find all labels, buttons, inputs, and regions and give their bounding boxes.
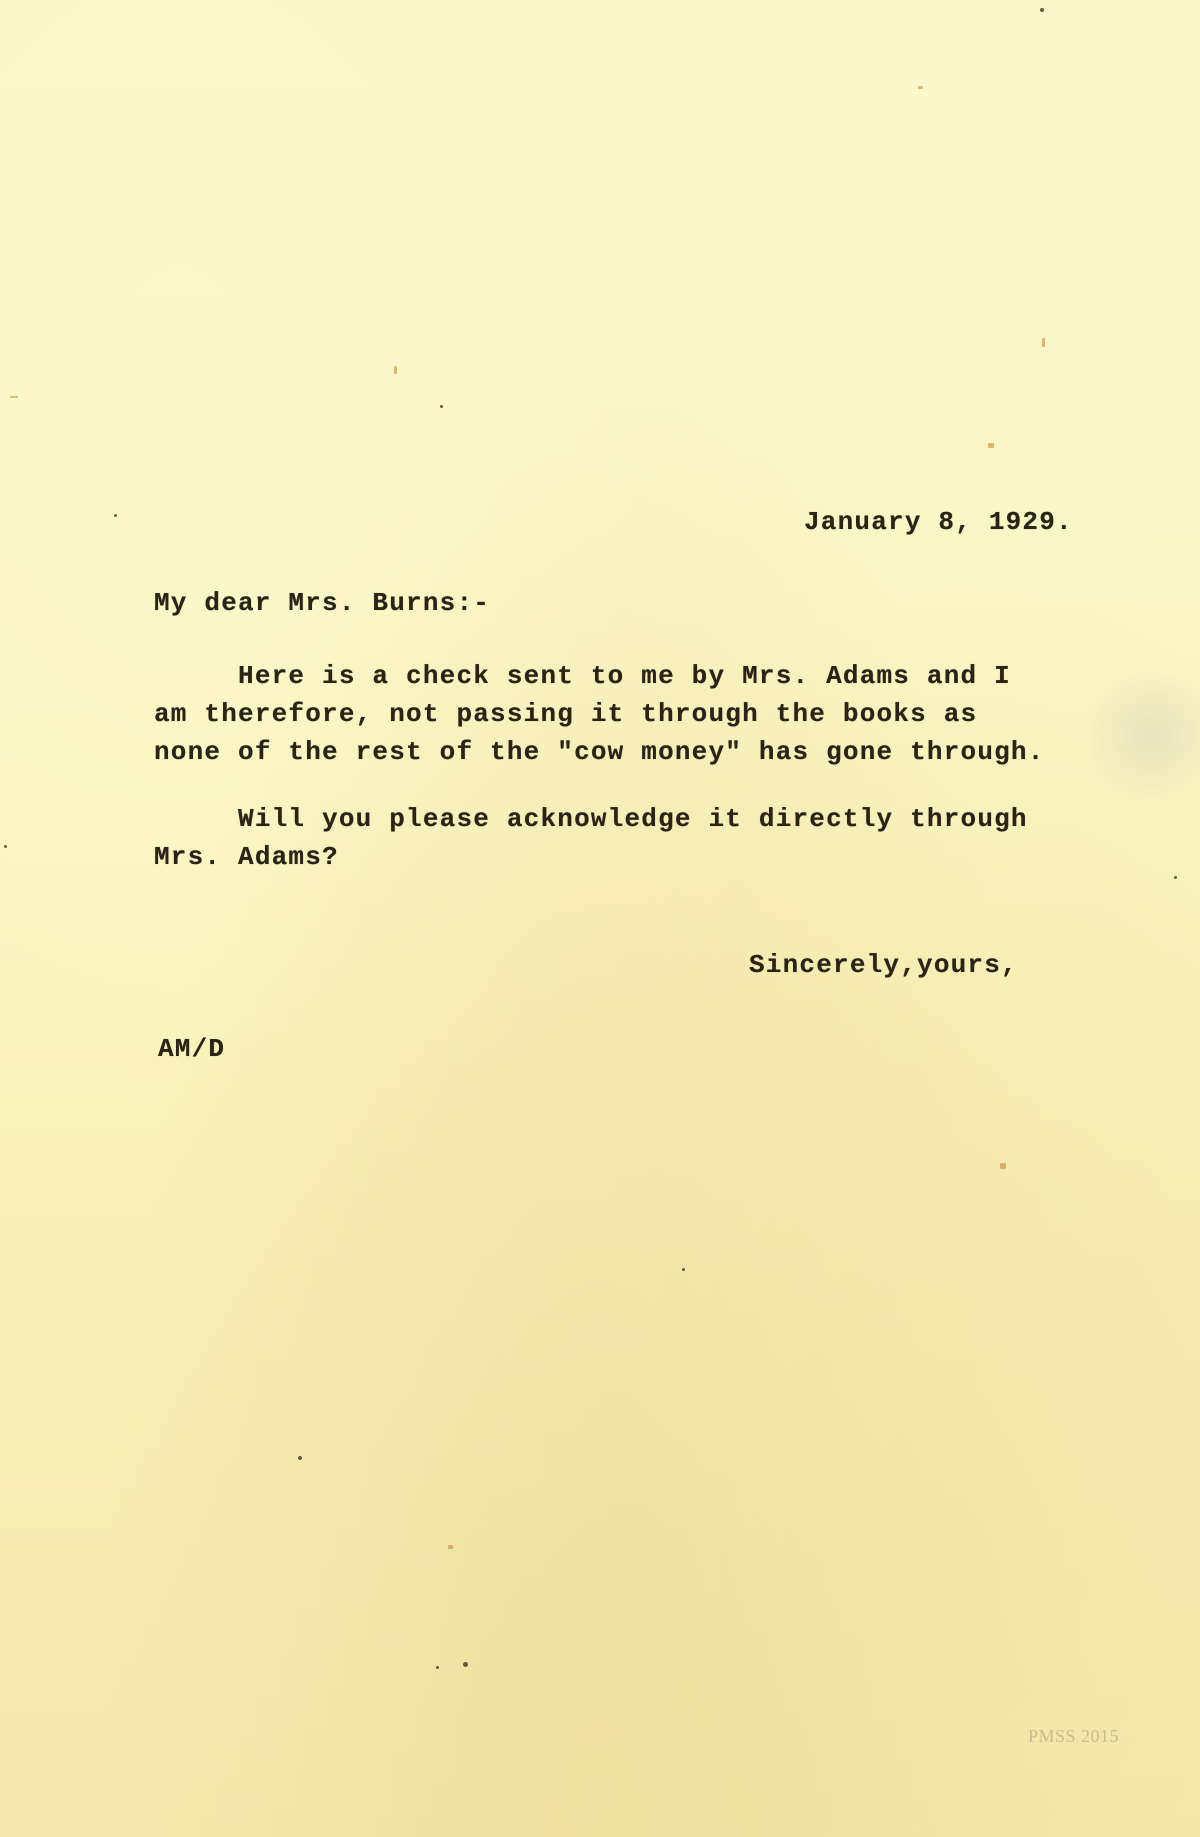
paper-fleck [1042,338,1045,347]
paper-speck [463,1662,468,1667]
paper-fleck [918,86,923,89]
paper-speck [298,1456,302,1460]
letter-paragraph: Here is a check sent to me by Mrs. Adams and I am therefore, not passing it through the books as none of the rest of the "cow money" has gone through. [154,661,1045,767]
letter-closing: Sincerely,yours, [749,950,1018,980]
typist-initials: AM/D [158,1034,226,1064]
paper-fleck [10,396,18,398]
letter-paragraph: Will you please acknowledge it directly through Mrs. Adams? [154,804,1028,872]
paper-speck [1040,8,1044,12]
paper-speck [440,405,443,408]
paper-speck [4,845,7,848]
paper-fleck [448,1545,453,1549]
paper-speck [114,514,117,517]
letter-date: January 8, 1929. [804,507,1073,537]
paper-fleck [394,366,397,374]
paper-fleck [988,443,994,448]
letter-salutation: My dear Mrs. Burns:- [154,588,491,618]
paper-fleck [1000,1163,1006,1169]
archive-watermark: PMSS 2015 [1028,1726,1120,1746]
paper-speck [1174,876,1177,879]
paper-speck [436,1666,439,1669]
paper-speck [682,1268,685,1271]
